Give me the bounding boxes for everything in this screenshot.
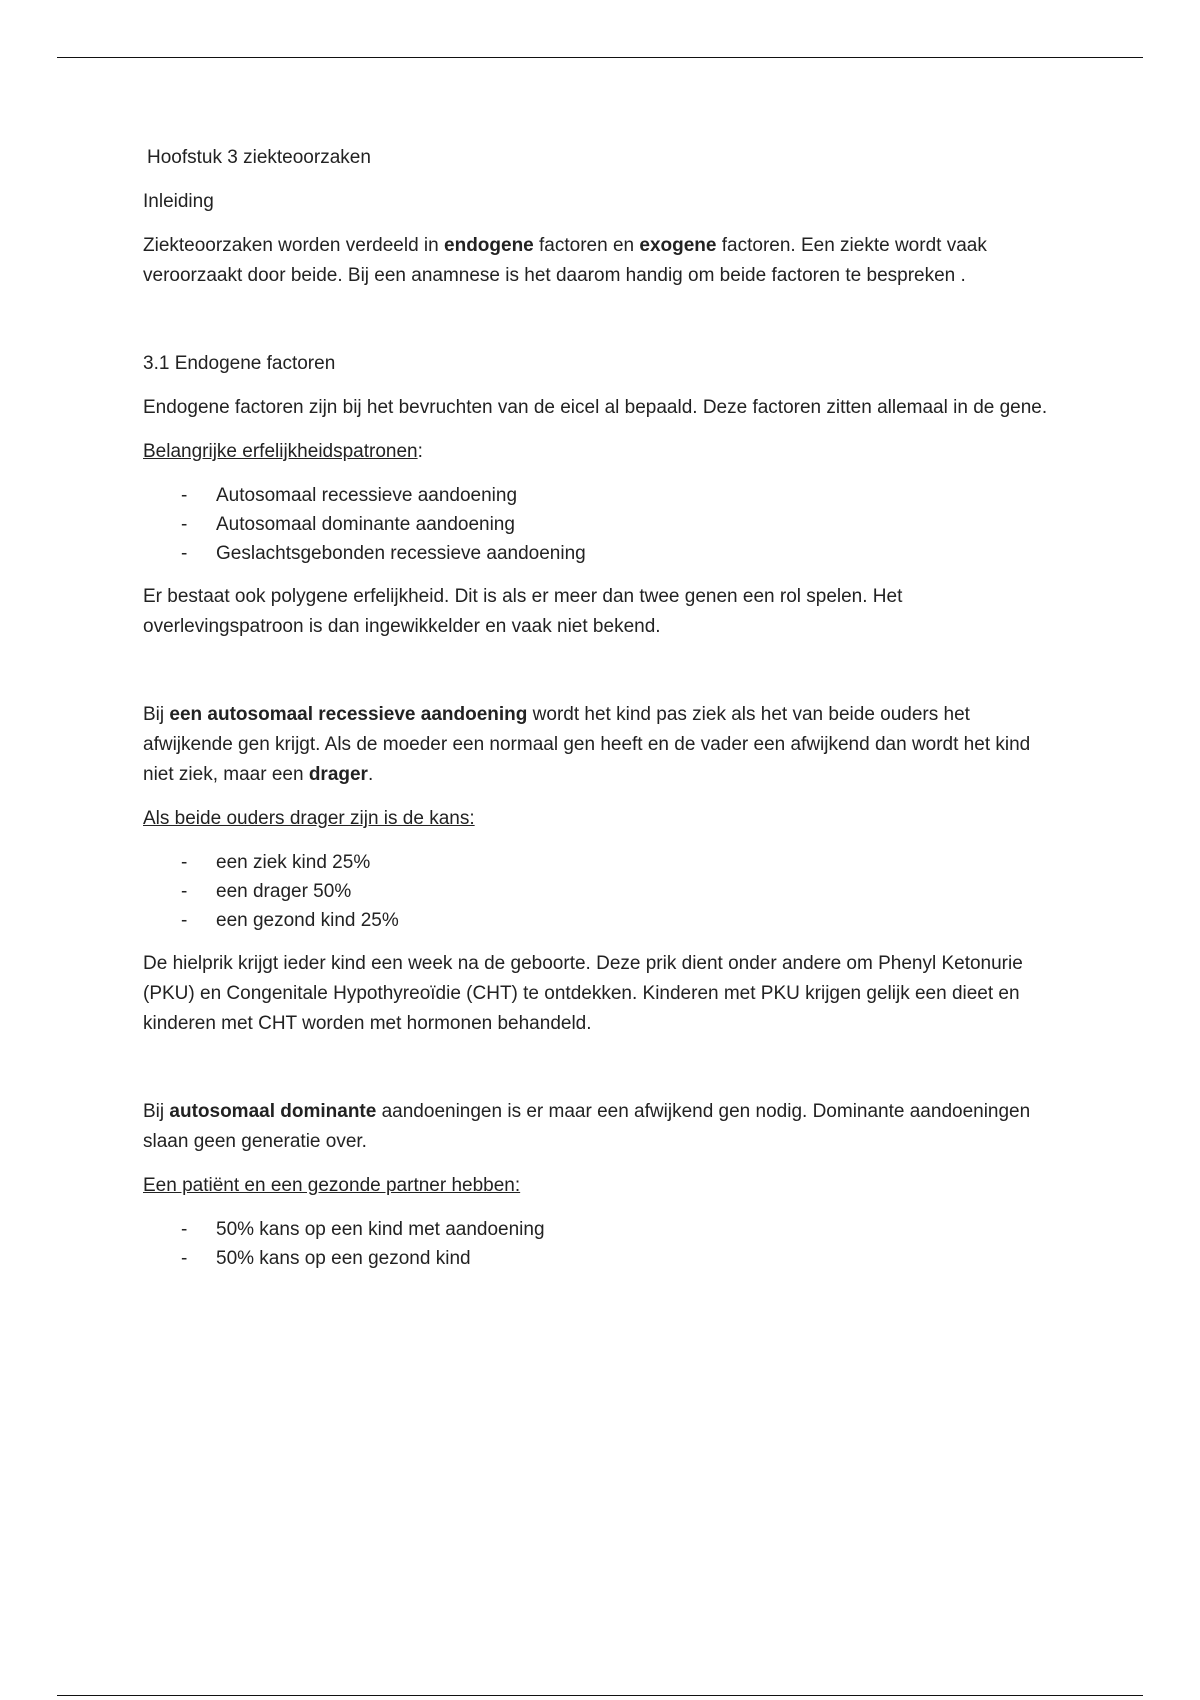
list-item: - 50% kans op een gezond kind [143,1244,1063,1273]
intro-paragraph [143,231,1063,291]
patterns-label-text: Belangrijke erfelijkheidspatronen [143,441,418,462]
top-rule [57,57,1143,58]
dominant-paragraph [143,1097,1063,1157]
spacer [143,656,1063,700]
endogene-paragraph: Endogene factoren zijn bij het bevruchten van de eicel al bepaald. Deze factoren zitten allemaal in de gene. [143,397,1048,418]
intro-bold-exogene: exogene [639,235,717,256]
list-item: - een gezond kind 25% [143,906,1063,935]
recessive-text-3: . [367,764,374,785]
chance-label-text: Als beide ouders drager zijn is de kans: [143,808,475,829]
chance-label [143,804,1063,834]
patterns-label [143,437,1063,467]
intro-heading: Inleiding [143,191,214,212]
recessive-bold-term: een autosomaal recessieve aandoening [169,704,528,725]
spacer [143,1053,1063,1097]
polygene-paragraph: Er bestaat ook polygene erfelijkheid. Dit is als er meer dan twee genen een rol spelen. Het overlevingspatroon is dan ingewikkelder en vaak niet bekend. [143,586,903,637]
outcome-list [143,1215,1063,1273]
intro-text-3: factoren. Een ziekte wordt vaak veroorzaakt door beide. Bij een anamnese is het daarom handig om beide factoren te bespreken . [143,235,987,286]
list-item: - 50% kans op een kind met aandoening [143,1215,1063,1244]
partner-label [143,1171,1063,1201]
dominant-bold-term: autosomaal dominante [169,1101,377,1122]
list-item: - Geslachtsgebonden recessieve aandoening [143,539,1063,568]
intro-text-1: Ziekteoorzaken worden verdeeld in [143,235,445,256]
document-body [143,143,1063,1287]
section-heading-3-1: 3.1 Endogene factoren [143,353,336,374]
recessive-bold-drager: drager [308,764,368,785]
list-item: - een drager 50% [143,877,1063,906]
intro-text-2: factoren en [533,235,640,256]
list-item: - een ziek kind 25% [143,848,1063,877]
recessive-text-1: Bij [143,704,170,725]
spacer [143,305,1063,349]
bottom-rule [57,1695,1143,1696]
chance-list [143,848,1063,935]
dominant-text-2: aandoeningen is er maar een afwijkend gen nodig. Dominante aandoeningen slaan geen generatie over. [143,1101,1031,1152]
patterns-label-colon: : [417,441,423,462]
chapter-title: Hoofstuk 3 ziekteoorzaken [147,147,371,168]
hielprik-paragraph: De hielprik krijgt ieder kind een week na de geboorte. Deze prik dient onder andere om Phenyl Ketonurie (PKU) en Congenitale Hypothyreoïdie (CHT) te ontdekken. Kinderen met PKU krijgen gelijk een dieet en kinderen met CHT worden met hormonen behandeld. [143,953,1023,1034]
intro-bold-endogene: endogene [444,235,534,256]
recessive-text-2: wordt het kind pas ziek als het van beide ouders het afwijkende gen krijgt. Als de moeder een normaal gen heeft en de vader een afwijkend dan wordt het kind niet ziek, maar een [143,704,1031,785]
dominant-text-1: Bij [143,1101,170,1122]
patterns-list [143,481,1063,568]
recessive-paragraph [143,700,1063,790]
list-item: - Autosomaal recessieve aandoening [143,481,1063,510]
partner-label-text: Een patiënt en een gezonde partner hebben: [143,1175,521,1196]
list-item: - Autosomaal dominante aandoening [143,510,1063,539]
